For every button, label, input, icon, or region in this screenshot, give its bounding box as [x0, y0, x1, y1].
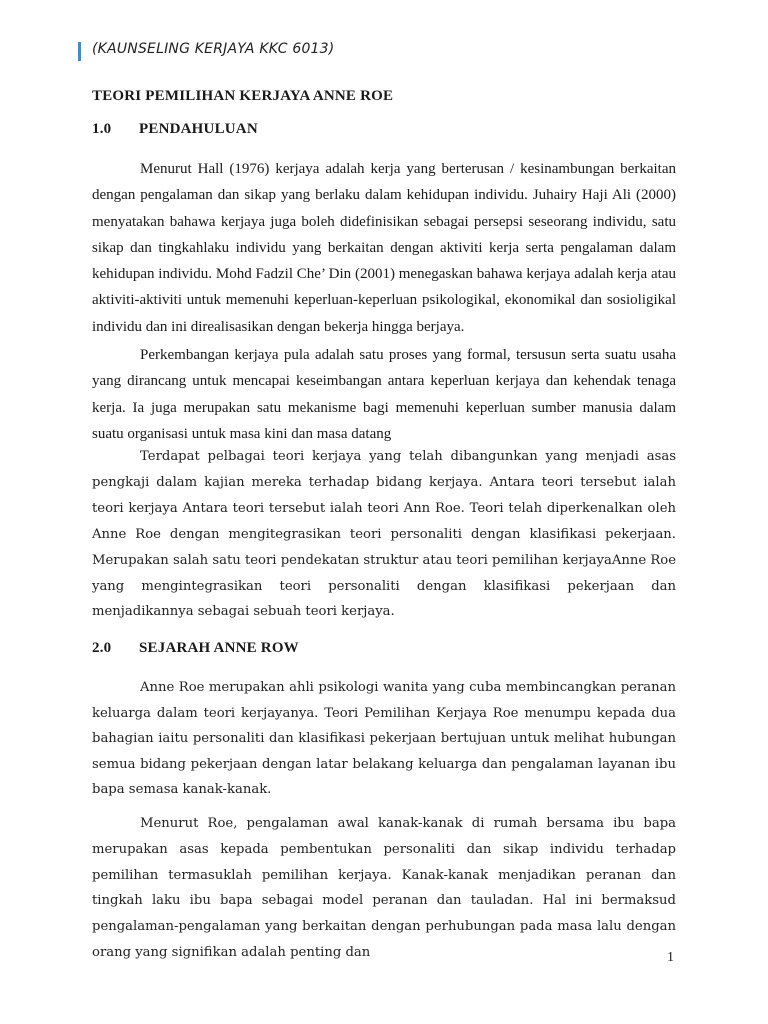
section-heading-1	[92, 121, 258, 138]
header-accent-bar	[78, 42, 81, 61]
page-number: 1	[667, 950, 674, 965]
paragraph-intro-2	[92, 342, 676, 447]
paragraph-text: Menurut Hall (1976) kerjaya adalah kerja yang berterusan / kesinambungan berkaitan dengan pengalaman dan sikap yang berlaku dalam kehidupan individu. Juhairy Haji Ali (2000) menyatakan bahawa kerjaya juga boleh didefinisikan sebagai persepsi seseorang individu, satu sikap dan tingkahlaku individu yang berkaitan dengan aktiviti kerja serta pengalaman dalam kehidupan individu. Mohd Fadzil Che’ Din (2001) menegaskan bahawa kerjaya adalah kerja atau aktiviti-aktiviti untuk memenuhi keperluan-keperluan psikologikal, ekonomikal dan sosioligikal individu dan ini direalisasikan dengan bekerja hingga berjaya.	[92, 161, 676, 335]
paragraph-text: Menurut Roe, pengalaman awal kanak-kanak di rumah bersama ibu bapa merupakan asas kepada pembentukan personaliti dan sikap individu terhadap pemilihan termasuklah pemilihan kerjaya. Kanak-kanak menjadikan peranan dan tingkah laku ibu bapa sebagai model peranan dan tauladan. Hal ini bermaksud pengalaman-pengalaman yang berkaitan dengan perhubungan pada masa lalu dengan orang yang signifikan adalah penting dan	[92, 816, 676, 960]
section-number: 2.0	[92, 640, 112, 656]
document-title: TEORI PEMILIHAN KERJAYA ANNE ROE	[92, 88, 394, 104]
section-title: SEJARAH ANNE ROW	[139, 640, 299, 656]
paragraph-text: Anne Roe merupakan ahli psikologi wanita yang cuba membincangkan peranan keluarga dalam teori kerjayanya. Teori Pemilihan Kerjaya Roe menumpu kepada dua bahagian iaitu personaliti dan klasifikasi pekerjaan bertujuan untuk melihat hubungan semua bidang pekerjaan dengan latar belakang keluarga dan pengalaman layanan ibu bapa semasa kanak-kanak.	[92, 680, 676, 798]
section-title: PENDAHULUAN	[139, 121, 258, 137]
paragraph-text: Perkembangan kerjaya pula adalah satu proses yang formal, tersusun serta suatu usaha yang dirancang untuk mencapai keseimbangan antara keperluan kerjaya dan kehendak tenaga kerja. Ia juga merupakan satu mekanisme bagi memenuhi keperluan sumber manusia dalam suatu organisasi untuk masa kini dan masa datang	[92, 347, 676, 442]
course-header: (KAUNSELING KERJAYA KKC 6013)	[92, 41, 335, 57]
paragraph-history-1	[92, 675, 676, 803]
paragraph-history-2	[92, 811, 676, 966]
section-number: 1.0	[92, 121, 112, 137]
section-heading-2	[92, 640, 299, 657]
paragraph-intro-1	[92, 156, 676, 340]
paragraph-text: Terdapat pelbagai teori kerjaya yang telah dibangunkan yang menjadi asas pengkaji dalam kajian mereka terhadap bidang kerjaya. Antara teori tersebut ialah teori kerjaya Antara teori tersebut ialah teori Ann Roe. Teori telah diperkenalkan oleh Anne Roe dengan mengitegrasikan teori personaliti dengan klasifikasi pekerjaan. Merupakan salah satu teori pendekatan struktur atau teori pemilihan kerjayaAnne Roe yang mengintegrasikan teori personaliti dengan klasifikasi pekerjaan dan menjadikannya sebagai sebuah teori kerjaya.	[92, 449, 676, 620]
paragraph-intro-3	[92, 444, 676, 625]
